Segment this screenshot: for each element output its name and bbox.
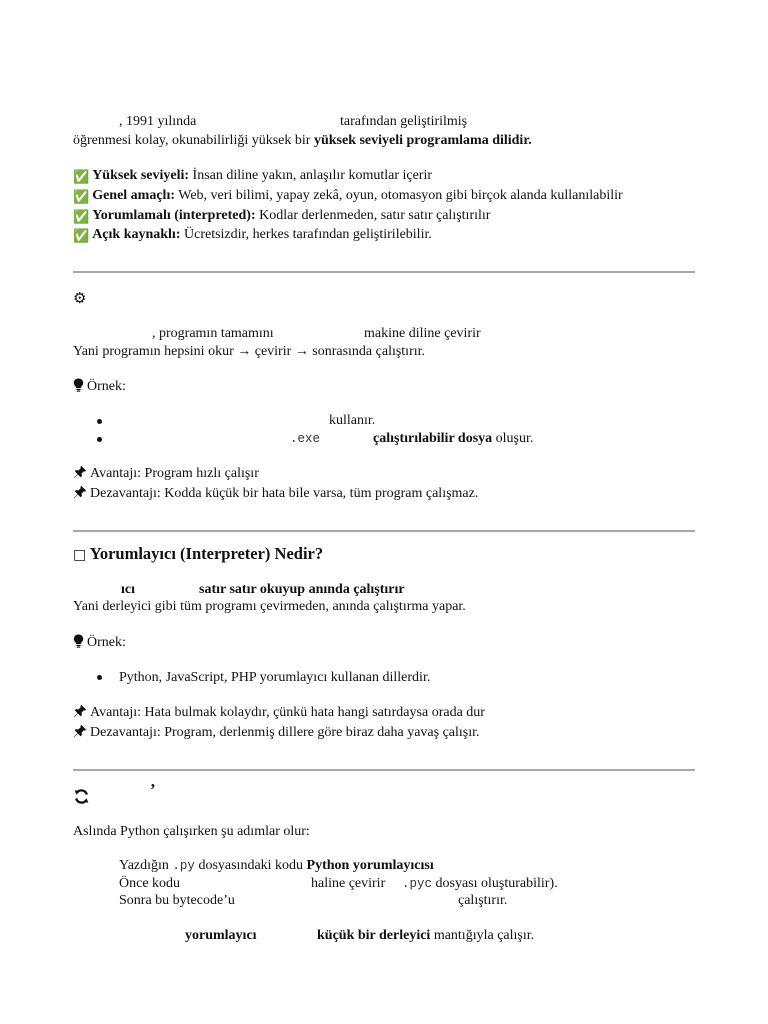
- compiler-bullet2-bold: çalıştırılabilir dosya: [373, 431, 493, 446]
- gear-icon: ⚙: [73, 289, 87, 307]
- lightbulb-icon: [73, 634, 84, 648]
- refresh-icon: [73, 788, 90, 805]
- interpreter-con: [73, 723, 480, 743]
- summary-bold2: küçük bir derleyici: [317, 928, 431, 943]
- interpreter-con-text: Dezavantajı: Program, derlenmiş dillere göre biraz daha yavaş çalışır.: [90, 725, 480, 740]
- feature-item: [73, 225, 432, 247]
- interpreter-pro: [73, 703, 485, 723]
- section-divider: [73, 530, 695, 532]
- interpreter-heading-text: Yorumlayıcı (Interpreter) Nedir?: [89, 544, 324, 563]
- step1-text-a: Yazdığın: [119, 858, 173, 873]
- interpreter-example: [73, 633, 126, 653]
- feature-item: [73, 166, 432, 188]
- feature-title: Genel amaçlı:: [92, 188, 175, 203]
- section-divider: [73, 769, 695, 771]
- check-icon: ✅: [73, 210, 90, 225]
- step2-text-c: dosyası oluşturabilir).: [432, 876, 558, 891]
- feature-title: Yüksek seviyeli:: [92, 168, 190, 183]
- feature-text: İnsan diline yakın, anlaşılır komutlar içerir: [189, 168, 433, 183]
- compiler-bullet2-code: .exe: [290, 432, 321, 446]
- python-flow-summary: [317, 926, 534, 946]
- pushpin-icon: [73, 465, 87, 479]
- section-divider: [73, 271, 695, 273]
- interpreter-pro-text: Avantajı: Hata bulmak kolaydır, çünkü hata hangi satırdaysa orada dur: [90, 705, 485, 720]
- feature-text: Ücretsizdir, herkes tarafından geliştirilebilir.: [180, 227, 432, 242]
- feature-title: Yorumlamalı (interpreted):: [92, 208, 256, 223]
- compiler-bullet2: [373, 429, 533, 449]
- lightbulb-icon: [73, 378, 84, 392]
- pushpin-icon: [73, 485, 87, 499]
- pushpin-icon: [73, 724, 87, 738]
- compiler-con-text: Dezavantajı: Kodda küçük bir hata bile varsa, tüm program çalışmaz.: [90, 486, 479, 501]
- python-flow-step3-b: çalıştırır.: [458, 893, 508, 908]
- step1-bold: Python yorumlayıcısı: [306, 858, 434, 873]
- step1-text-b: dosyasındaki kodu: [194, 858, 307, 873]
- compiler-line1-a: , programın tamamını: [152, 326, 274, 341]
- feature-title: Açık kaynaklı:: [92, 227, 181, 242]
- intro-definition-text: öğrenmesi kolay, okunabilirliği yüksek bir: [73, 133, 314, 148]
- check-icon: ✅: [73, 190, 90, 205]
- intro-year: , 1991 yılında: [119, 114, 197, 129]
- bullet-dot: [97, 675, 102, 680]
- pushpin-icon: [73, 704, 87, 718]
- compiler-pro-text: Avantajı: Program hızlı çalışır: [90, 466, 259, 481]
- step1-code: .py: [172, 859, 195, 873]
- example-label: Örnek:: [87, 379, 126, 394]
- python-flow-heading-tail: ’: [150, 780, 156, 799]
- interpreter-line1-b: satır satır okuyup anında çalıştırır: [199, 582, 405, 597]
- python-flow-summary-bold1: yorumlayıcı: [185, 928, 257, 943]
- python-flow-step3-a: Sonra bu bytecode’u: [119, 893, 235, 908]
- compiler-con: [73, 484, 478, 504]
- compiler-pro: [73, 464, 259, 484]
- python-flow-intro: Aslında Python çalışırken şu adımlar olur:: [73, 824, 310, 839]
- feature-item: [73, 186, 623, 208]
- interpreter-heading: [73, 544, 323, 566]
- compiler-heading: [73, 289, 86, 310]
- example-label: Örnek:: [87, 635, 126, 650]
- intro-developed-by: tarafından geliştirilmiş: [340, 114, 468, 129]
- compiler-example: [73, 377, 126, 397]
- placeholder-box-icon: □: [73, 547, 87, 563]
- interpreter-line1-a: ıcı: [121, 582, 135, 597]
- feature-text: Web, veri bilimi, yapay zekâ, oyun, otomasyon gibi birçok alanda kullanılabilir: [175, 188, 623, 203]
- python-flow-step2-a: Önce kodu: [119, 876, 181, 891]
- check-icon: ✅: [73, 229, 90, 244]
- step2-code: .pyc: [402, 877, 433, 891]
- python-flow-step2-b: haline çevirir: [311, 876, 386, 891]
- intro-definition: [73, 131, 532, 151]
- bullet-dot: [97, 437, 102, 442]
- interpreter-bullet1: Python, JavaScript, PHP yorumlayıcı kullanan dillerdir.: [119, 670, 431, 685]
- compiler-line2: Yani programın hepsini okur → çevirir → sonrasında çalıştırır.: [73, 344, 426, 359]
- compiler-bullet1-tail: kullanır.: [329, 413, 376, 428]
- summary-tail: mantığıyla çalışır.: [430, 928, 535, 943]
- python-flow-heading: [73, 786, 93, 806]
- feature-text: Kodlar derlenmeden, satır satır çalıştırılır: [255, 208, 491, 223]
- compiler-bullet2-tail: oluşur.: [492, 431, 534, 446]
- interpreter-line2: Yani derleyici gibi tüm programı çevirmeden, anında çalıştırma yapar.: [73, 599, 466, 614]
- check-icon: ✅: [73, 170, 90, 185]
- compiler-line1-b: makine diline çevirir: [364, 326, 481, 341]
- bullet-dot: [97, 419, 102, 424]
- intro-definition-bold: yüksek seviyeli programlama dilidir.: [313, 133, 532, 148]
